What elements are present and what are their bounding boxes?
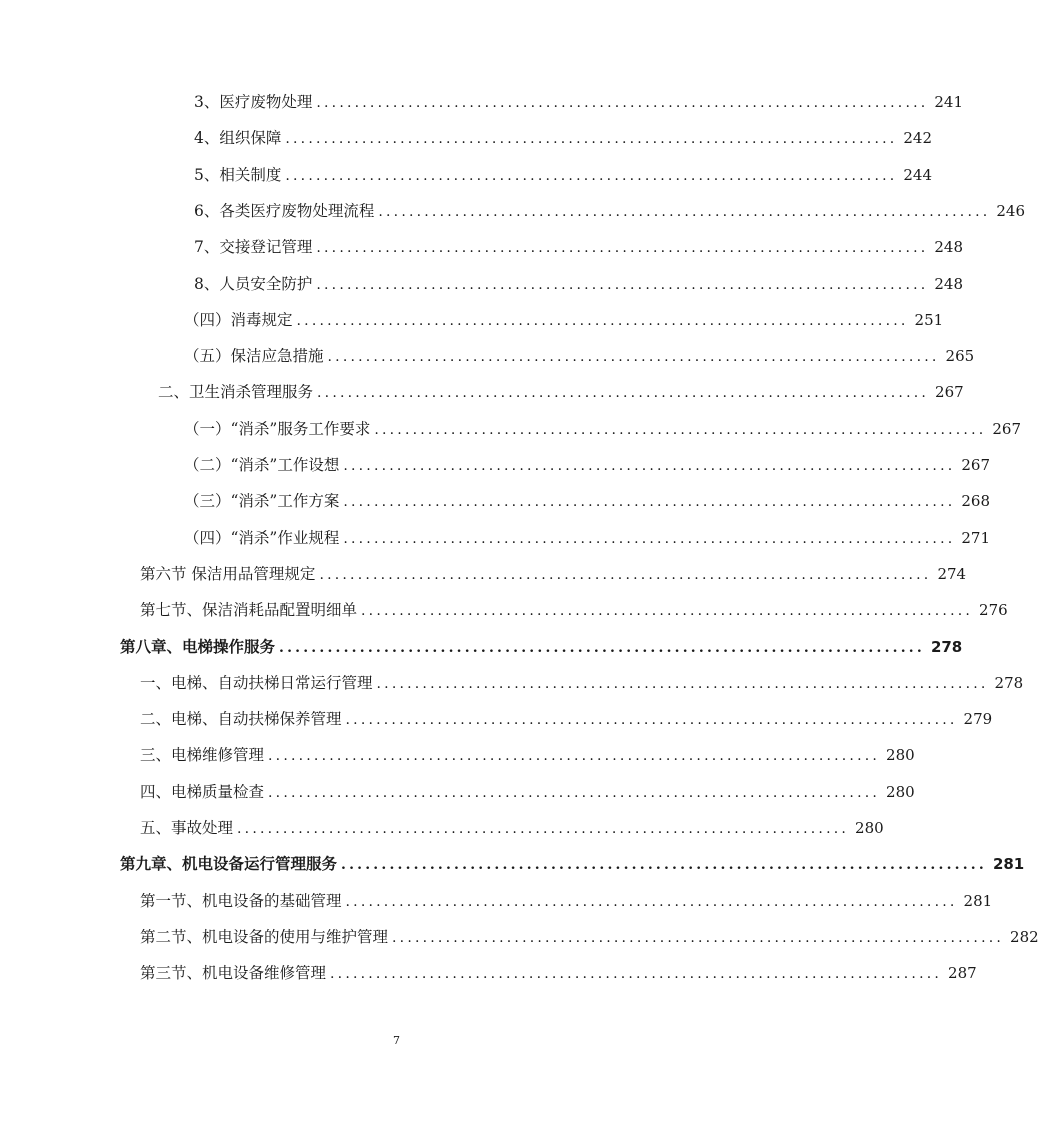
toc-entry-title: 第一节、机电设备的基础管理 [140, 891, 342, 910]
toc-entry[interactable] [194, 235, 964, 271]
dot-leader: ................................................................................ [327, 349, 940, 366]
toc-entry-title: 四、电梯质量检查 [140, 782, 265, 801]
toc-entry[interactable] [184, 489, 991, 525]
toc-entry-title: 5、相关制度 [194, 165, 282, 184]
toc-entry-page: 248 [934, 238, 964, 257]
toc-entry[interactable] [140, 889, 993, 925]
toc-entry-page: 281 [963, 891, 993, 910]
toc-entry-page: 282 [1010, 927, 1039, 946]
toc-entry-page: 268 [961, 492, 991, 511]
toc-entry-page: 267 [935, 383, 964, 402]
dot-leader: ................................................................................ [316, 276, 929, 293]
toc-entry-title: 二、卫生消杀管理服务 [158, 383, 314, 402]
dot-leader: ................................................................................ [296, 312, 909, 329]
toc-entry-title: （三）“消杀”工作方案 [184, 492, 340, 511]
dot-leader: ................................................................................ [343, 494, 956, 511]
dot-leader: ................................................................................ [285, 131, 898, 148]
toc-entry-title: 4、组织保障 [194, 129, 282, 148]
dot-leader: ................................................................................ [317, 385, 930, 402]
toc-entry-title: 第二节、机电设备的使用与维护管理 [140, 927, 389, 946]
dot-leader: ................................................................................ [268, 784, 881, 801]
toc-entry-page: 280 [886, 746, 915, 765]
toc-entry-page: 278 [994, 673, 1024, 692]
toc-entry[interactable] [140, 707, 993, 743]
toc-entry-title: 8、人员安全防护 [194, 274, 313, 293]
toc-entry[interactable] [120, 852, 1025, 888]
dot-leader: ................................................................................ [343, 530, 956, 547]
toc-entry[interactable] [184, 417, 1022, 453]
page-number: 7 [393, 1034, 400, 1047]
toc-entry[interactable] [194, 126, 933, 162]
dot-leader: ................................................................................ [378, 203, 991, 220]
toc-entry-page: 274 [937, 564, 967, 583]
toc-entry-title: 第八章、电梯操作服务 [120, 637, 276, 656]
toc-entry-title: 第六节 保洁用品管理规定 [140, 564, 316, 583]
toc-entry[interactable] [184, 344, 975, 380]
toc-entry-page: 241 [934, 93, 964, 111]
dot-leader: ................................................................................ [279, 639, 925, 656]
dot-leader: ................................................................................ [316, 95, 929, 111]
toc-entry-title: （四）消毒规定 [184, 310, 293, 329]
toc-entry-page: 271 [961, 528, 991, 547]
dot-leader: ................................................................................ [237, 821, 850, 837]
toc-entry-page: 280 [855, 819, 884, 837]
toc-entry-title: 第三节、机电设备维修管理 [140, 964, 327, 983]
dot-leader: ................................................................................ [392, 929, 1005, 946]
toc-entry-page: 246 [996, 201, 1026, 220]
dot-leader: ................................................................................ [345, 712, 958, 729]
toc-entry[interactable] [194, 163, 933, 199]
toc-entry-title: 二、电梯、自动扶梯保养管理 [140, 710, 342, 729]
toc-entry[interactable] [158, 380, 964, 416]
dot-leader: ................................................................................ [319, 566, 932, 583]
toc-entry-page: 267 [961, 456, 991, 474]
dot-leader: ................................................................................ [341, 857, 987, 874]
dot-leader: ................................................................................ [361, 603, 974, 620]
dot-leader: ................................................................................ [268, 748, 881, 765]
toc-entry-title: 三、电梯维修管理 [140, 746, 265, 765]
toc-entry-page: 281 [992, 855, 1025, 874]
toc-entry-page: 251 [914, 310, 944, 329]
dot-leader: ................................................................................ [330, 966, 943, 983]
toc-entry-page: 278 [930, 637, 963, 656]
toc-entry[interactable] [184, 308, 944, 344]
toc-entry-page: 276 [979, 601, 1008, 620]
dot-leader: ................................................................................ [343, 458, 956, 474]
dot-leader: ................................................................................ [376, 675, 989, 692]
toc-entry-page: 267 [992, 419, 1022, 438]
toc-entry-title: 3、医疗废物处理 [194, 93, 313, 111]
toc-entry-title: 一、电梯、自动扶梯日常运行管理 [140, 673, 373, 692]
toc-entry-page: 287 [948, 964, 977, 983]
toc-entry-title: 五、事故处理 [140, 819, 234, 837]
dot-leader: ................................................................................ [285, 167, 898, 184]
toc-entry-title: （五）保洁应急措施 [184, 347, 324, 366]
toc-entry[interactable] [140, 925, 1039, 961]
toc-entry-page: 280 [886, 782, 915, 801]
toc-entry-page: 248 [934, 274, 964, 293]
toc-entry-page: 279 [963, 710, 993, 729]
toc-entry[interactable] [184, 453, 991, 489]
dot-leader: ................................................................................ [374, 421, 987, 438]
toc-entry[interactable] [194, 272, 964, 308]
toc-entry-title: 7、交接登记管理 [194, 238, 313, 257]
toc-entry[interactable] [140, 780, 915, 816]
toc-entry-title: （四）“消杀”作业规程 [184, 528, 340, 547]
toc-entry-title: 6、各类医疗废物处理流程 [194, 201, 375, 220]
toc-entry-title: 第七节、保洁消耗品配置明细单 [140, 601, 358, 620]
toc-entry[interactable] [140, 816, 884, 852]
toc-entry[interactable] [140, 598, 1008, 634]
toc-entry[interactable] [140, 671, 1024, 707]
toc-entry[interactable] [140, 961, 977, 997]
toc-entry[interactable] [194, 199, 1026, 235]
toc-entry-page: 242 [903, 129, 933, 148]
toc-entry[interactable] [140, 562, 967, 598]
toc-entry-page: 265 [945, 347, 975, 366]
toc-entry[interactable] [120, 635, 963, 671]
toc-entry[interactable] [194, 90, 964, 126]
toc-entry[interactable] [140, 743, 915, 779]
dot-leader: ................................................................................ [345, 893, 958, 910]
toc-entry[interactable] [184, 526, 991, 562]
toc-entry-page: 244 [903, 165, 933, 184]
dot-leader: ................................................................................ [316, 240, 929, 257]
toc-entry-title: 第九章、机电设备运行管理服务 [120, 855, 338, 874]
toc-entry-title: （二）“消杀”工作设想 [184, 456, 340, 474]
toc-entry-title: （一）“消杀”服务工作要求 [184, 419, 371, 438]
